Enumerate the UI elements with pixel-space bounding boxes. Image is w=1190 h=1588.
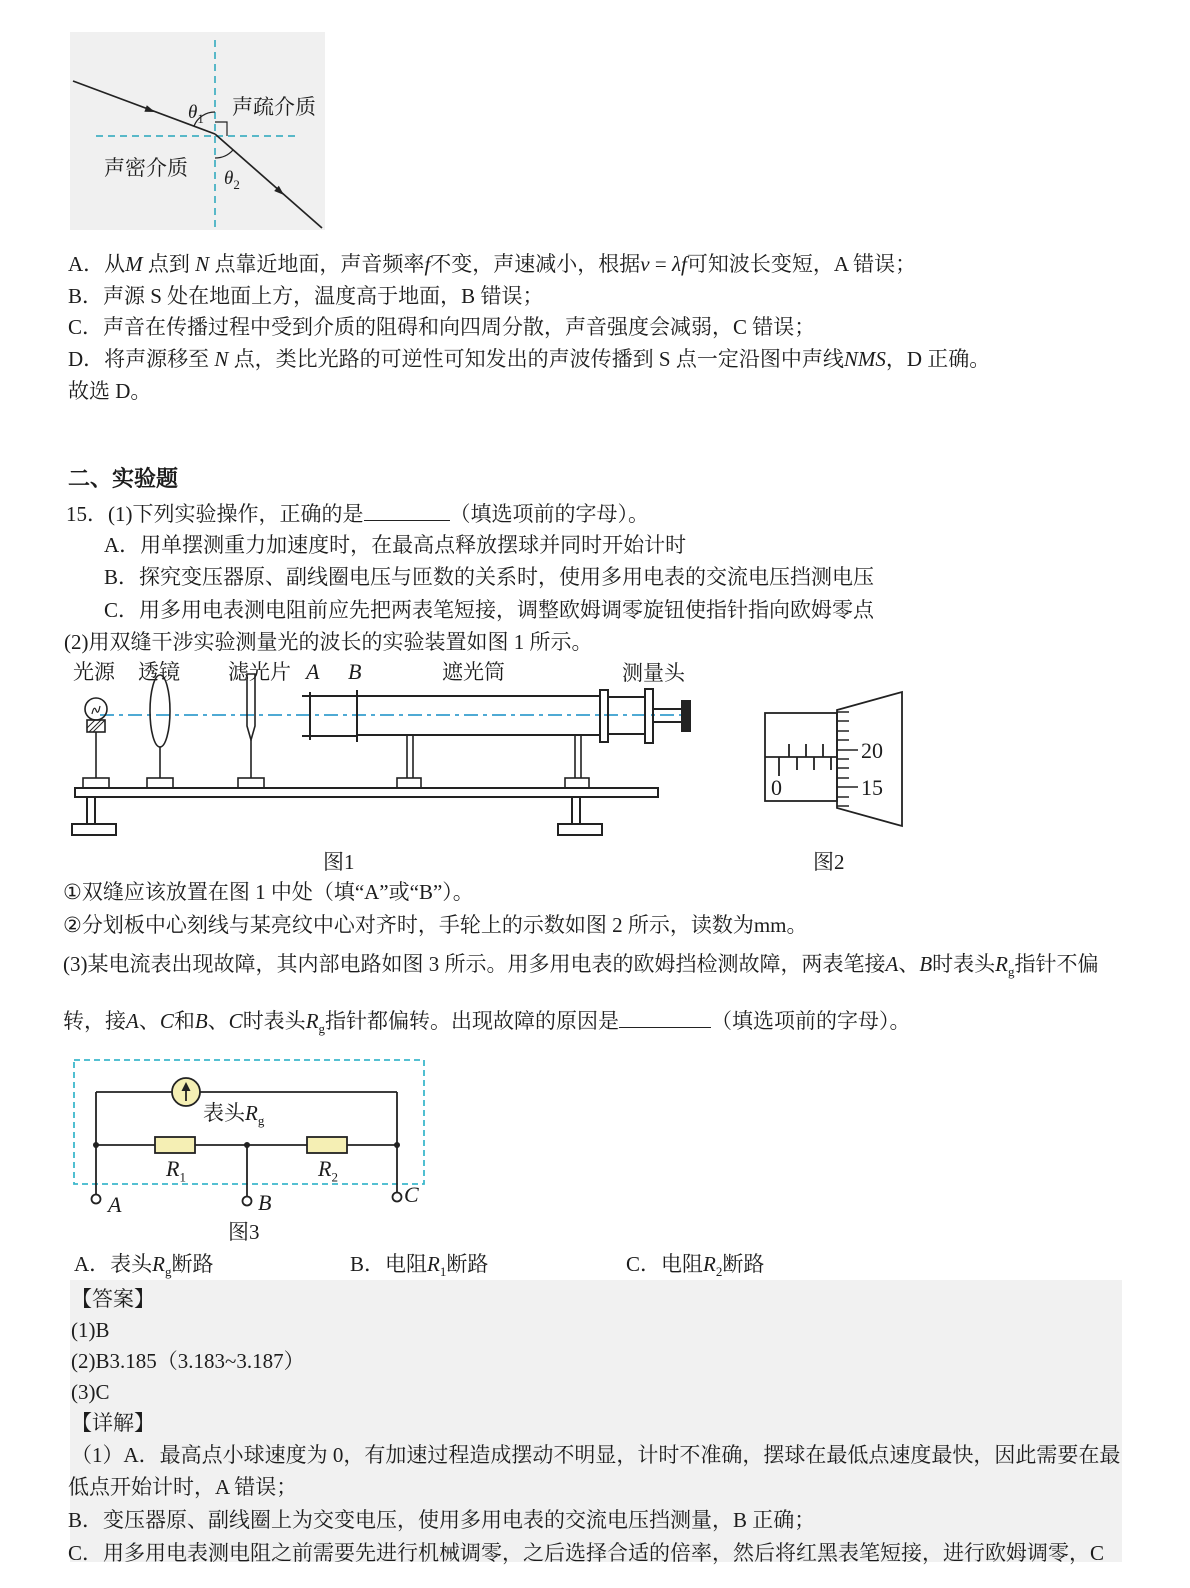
answer-header: 【答案】 <box>71 1287 155 1311</box>
filter-shape <box>238 674 264 788</box>
thimble-ticks <box>837 712 858 806</box>
analysis-header: 【详解】 <box>71 1411 155 1435</box>
fig1-label-lens: 透镜 <box>138 660 180 684</box>
explanation-line-d: D．将声源移至 N 点，类比光路的可逆性可知发出的声波传播到 S 点一定沿图中声线NMS，D 正确。 <box>68 347 991 371</box>
light-bulb <box>83 698 109 788</box>
fig1-label-head: 测量头 <box>622 661 685 685</box>
q15-option3-a: A．表头$R_g$断路 <box>74 1252 214 1280</box>
explanation-conclusion: 故选 D。 <box>68 379 152 403</box>
explanation-line-b: B．声源 S 处在地面上方，温度高于地面，B 错误； <box>68 284 544 308</box>
analysis-p3: C．用多用电表测电阻之前需要先进行机械调零，之后选择合适的倍率，然后将红黑表笔短接，进行欧姆调零，C <box>68 1541 1105 1565</box>
q15-part3-line2: 转，接A、C和B、C时表头$R_g$指针都偏转。出现故障的原因是 （填选项前的字母）。 <box>63 1006 911 1042</box>
q15-option-c: C．用多用电表测电阻前应先把两表笔短接，调整欧姆调零旋钮使指针指向欧姆零点 <box>104 598 875 622</box>
slit-holder-a <box>302 692 357 740</box>
q15-option3-c: C．电阻$R_2$断路 <box>626 1252 765 1280</box>
fig2-caption: 图2 <box>813 850 845 874</box>
tube-supports <box>397 735 589 788</box>
analysis-p2: B．变压器原、副线圈上为交变电压，使用多用电表的交流电压挡测量，B 正确； <box>68 1508 816 1532</box>
resistor-r1 <box>155 1137 195 1153</box>
answer-3: (3)C <box>71 1380 110 1404</box>
explanation-line-c: C．声音在传播过程中受到介质的阻碍和向四周分散，声音强度会减弱，C 错误； <box>68 315 816 339</box>
optical-bench <box>72 788 658 835</box>
analysis-p1-line1: （1）A．最高点小球速度为 0，有加速过程造成摆动不明显，计时不准确，摆球在最低点速度最快，因此需要在最 <box>71 1443 1121 1467</box>
theta1-label: $\theta_1$ <box>188 102 204 126</box>
q15-part2-intro: (2)用双缝干涉实验测量光的波长的实验装置如图 1 所示。 <box>64 630 593 654</box>
fig1-label-b: B <box>348 659 362 684</box>
q15-part2-q2: ②分划板中心刻线与某亮纹中心对齐时，手轮上的示数如图 2 所示，读数为mm。 <box>63 913 808 937</box>
theta2-label: $\theta_2$ <box>224 168 240 192</box>
fig1-label-filter: 滤光片 <box>228 660 291 684</box>
fig2-scale-15: 15 <box>861 775 883 800</box>
fig2-scale-0: 0 <box>771 775 782 800</box>
fig3-meter-label: 表头$R_g$ <box>203 1101 265 1129</box>
medium-lower-label: 声密介质 <box>104 156 188 180</box>
fig1-label-source: 光源 <box>73 660 115 684</box>
medium-upper-label: 声疏介质 <box>232 95 316 119</box>
galvanometer-arrowhead <box>182 1082 191 1091</box>
q15-option3-b: B．电阻$R_1$断路 <box>350 1252 489 1280</box>
fig2-scale-20: 20 <box>861 738 883 763</box>
fig3-terminal-a-label: A <box>108 1192 122 1217</box>
section-title: 二、实验题 <box>68 466 179 491</box>
fig3-caption: 图3 <box>228 1220 260 1244</box>
q15-option-a: A．用单摆测重力加速度时，在最高点释放摆球并同时开始计时 <box>104 533 687 557</box>
shading-tube <box>357 689 690 743</box>
terminal-a <box>92 1195 101 1204</box>
fig1-caption: 图1 <box>323 850 355 874</box>
q15-stem: 15．(1)下列实验操作，正确的是 （填选项前的字母）。 <box>66 499 649 527</box>
terminal-b <box>243 1197 252 1206</box>
resistor-r2 <box>307 1137 347 1153</box>
fig3-r1-label: $R_1$ <box>166 1156 186 1185</box>
q15-option-b: B．探究变压器原、副线圈电压与匝数的关系时，使用多用电表的交流电压挡测电压 <box>104 565 875 589</box>
galvanometer <box>172 1078 200 1106</box>
answer-1: (1)B <box>71 1318 110 1342</box>
fig1-apparatus <box>72 674 690 835</box>
fig3-terminal-c-label: C <box>404 1182 419 1207</box>
lens-shape <box>147 675 173 788</box>
fig3-terminal-b-label: B <box>258 1190 272 1215</box>
explanation-line-a: A．从M 点到 N 点靠近地面，声音频率f不变，声速减小，根据v = λf可知波长变短，A 错误； <box>68 252 917 276</box>
answer-2: (2)B3.185（3.183~3.187） <box>71 1349 305 1373</box>
analysis-p1-line2: 低点开始计时，A 错误； <box>68 1475 298 1499</box>
q15-part3-line1: (3)某电流表出现故障，其内部电路如图 3 所示。用多用电表的欧姆挡检测故障，两表笔接A、B时表头$R_g$指针不偏 <box>63 952 1099 980</box>
fig1-label-a: A <box>306 659 320 684</box>
terminal-c <box>393 1193 402 1202</box>
fig1-label-tube: 遮光筒 <box>442 660 505 684</box>
q15-part2-q1: ①双缝应该放置在图 1 中处（填“A”或“B”）。 <box>63 880 474 904</box>
fig3-r2-label: $R_2$ <box>318 1156 338 1185</box>
